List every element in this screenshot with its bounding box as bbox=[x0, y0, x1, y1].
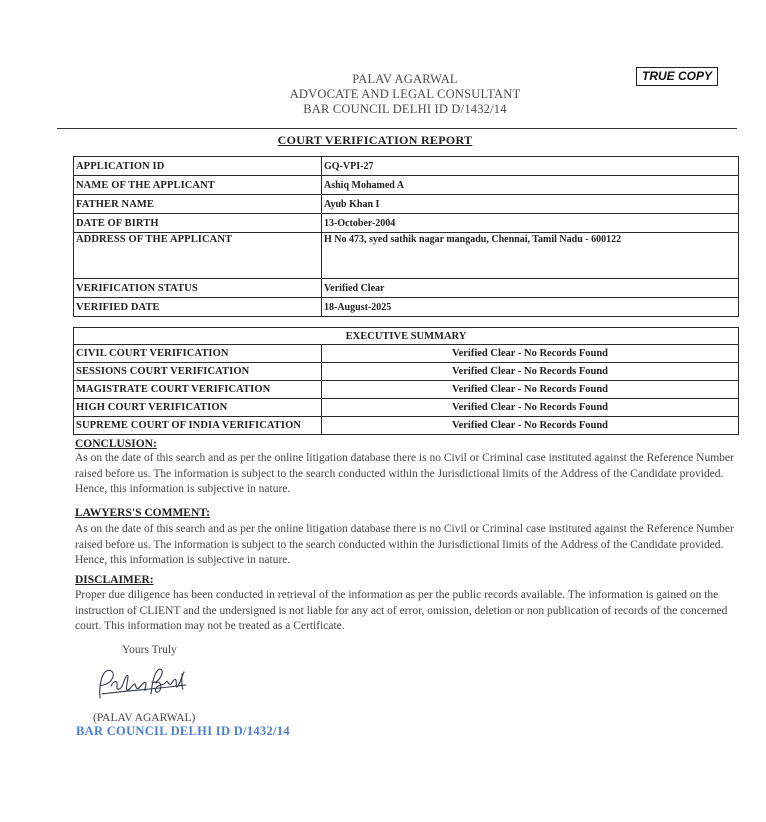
table-row bbox=[74, 157, 739, 176]
lawyers-comment-heading: LAWYERS'S COMMENT: bbox=[75, 507, 210, 519]
disclaimer-text: Proper due diligence has been conducted in retrieval of the information as per the public records available. The information is gained on the instruction of CLIENT and the undersigned is not liable for any act of error, omission, deletion or non publication of records of the concerned court. This information may not be treated as a Certificate. bbox=[75, 589, 728, 632]
table-row bbox=[74, 195, 739, 214]
verified-date-label: VERIFIED DATE bbox=[74, 298, 322, 317]
table-row bbox=[74, 345, 739, 363]
verification-status-value: Verified Clear bbox=[322, 279, 739, 298]
conclusion-text: As on the date of this search and as per the online litigation database there is no Civil or Criminal case instituted against the Reference Number raised before us. The information is subject to the search conducted within the Jurisdictional limits of the Address of the Candidate provided. Hence, this information is subjective in nature. bbox=[75, 452, 734, 495]
verified-date-value: 18-August-2025 bbox=[322, 298, 739, 317]
header-divider bbox=[57, 128, 737, 129]
signatory-name: (PALAV AGARWAL) bbox=[93, 712, 196, 724]
summary-result: Verified Clear - No Records Found bbox=[322, 363, 739, 381]
bar-council-id: BAR COUNCIL DELHI ID D/1432/14 bbox=[303, 102, 507, 116]
summary-result: Verified Clear - No Records Found bbox=[322, 417, 739, 435]
summary-label: SESSIONS COURT VERIFICATION bbox=[74, 363, 322, 381]
yours-truly: Yours Truly bbox=[122, 644, 177, 656]
summary-label: CIVIL COURT VERIFICATION bbox=[74, 345, 322, 363]
father-name-label: FATHER NAME bbox=[74, 195, 322, 214]
dob-value: 13-October-2004 bbox=[322, 214, 739, 233]
applicant-name-label: NAME OF THE APPLICANT bbox=[74, 176, 322, 195]
table-row bbox=[74, 363, 739, 381]
summary-label: HIGH COURT VERIFICATION bbox=[74, 399, 322, 417]
table-row bbox=[74, 214, 739, 233]
executive-summary-table bbox=[73, 327, 739, 435]
disclaimer-heading: DISCLAIMER: bbox=[75, 574, 154, 586]
table-row bbox=[74, 279, 739, 298]
conclusion-heading: CONCLUSION: bbox=[75, 438, 157, 450]
signatory-bar-id: BAR COUNCIL DELHI ID D/1432/14 bbox=[76, 724, 290, 738]
table-row bbox=[74, 381, 739, 399]
verification-status-label: VERIFICATION STATUS bbox=[74, 279, 322, 298]
signature bbox=[94, 664, 190, 709]
table-row bbox=[74, 328, 739, 345]
summary-result: Verified Clear - No Records Found bbox=[322, 381, 739, 399]
table-row bbox=[74, 298, 739, 317]
executive-summary-heading: EXECUTIVE SUMMARY bbox=[74, 328, 739, 345]
address-label: ADDRESS OF THE APPLICANT bbox=[74, 233, 322, 279]
address-value: H No 473, syed sathik nagar mangadu, Chennai, Tamil Nadu - 600122 bbox=[322, 233, 739, 279]
summary-result: Verified Clear - No Records Found bbox=[322, 345, 739, 363]
application-id-value: GQ-VPI-27 bbox=[322, 157, 739, 176]
applicant-details-table bbox=[73, 156, 739, 317]
dob-label: DATE OF BIRTH bbox=[74, 214, 322, 233]
table-row bbox=[74, 233, 739, 279]
advocate-name: PALAV AGARWAL bbox=[352, 72, 458, 86]
summary-label: SUPREME COURT OF INDIA VERIFICATION bbox=[74, 417, 322, 435]
signature-image bbox=[94, 664, 190, 704]
father-name-value: Ayub Khan I bbox=[322, 195, 739, 214]
applicant-name-value: Ashiq Mohamed A bbox=[322, 176, 739, 195]
application-id-label: APPLICATION ID bbox=[74, 157, 322, 176]
report-title: COURT VERIFICATION REPORT bbox=[277, 133, 473, 147]
summary-result: Verified Clear - No Records Found bbox=[322, 399, 739, 417]
true-copy-stamp: TRUE COPY bbox=[636, 67, 718, 86]
table-row bbox=[74, 399, 739, 417]
advocate-title: ADVOCATE AND LEGAL CONSULTANT bbox=[289, 87, 521, 101]
summary-label: MAGISTRATE COURT VERIFICATION bbox=[74, 381, 322, 399]
table-row bbox=[74, 417, 739, 435]
lawyers-comment-text: As on the date of this search and as per the online litigation database there is no Civil or Criminal case instituted against the Reference Number raised before us. The information is subject to the search conducted within the Jurisdictional limits of the Address of the Candidate provided. Hence, this information is subjective in nature. bbox=[75, 523, 734, 566]
table-row bbox=[74, 176, 739, 195]
